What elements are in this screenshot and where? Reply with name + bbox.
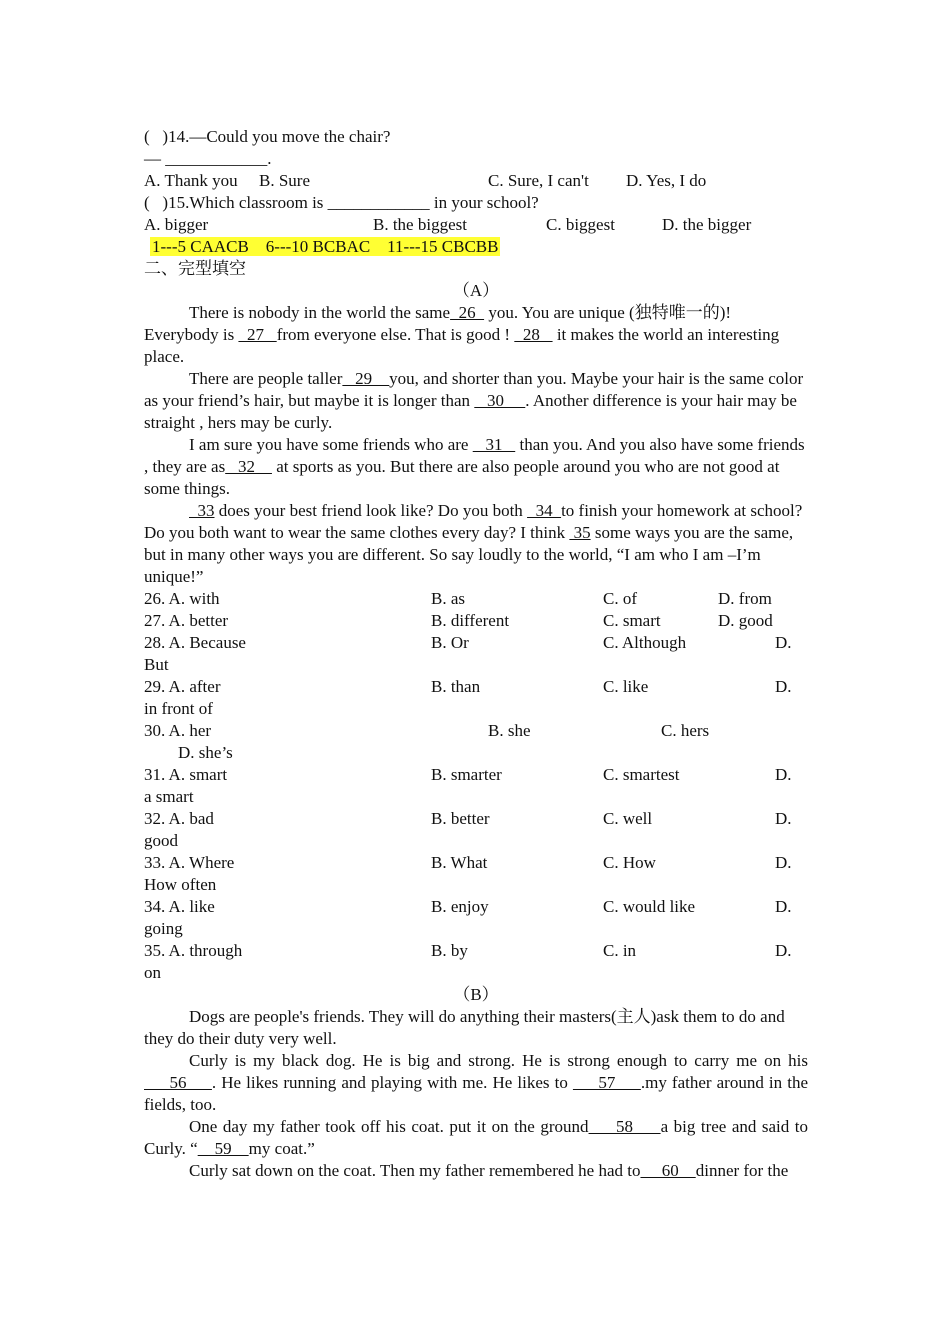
passage-b-paragraph-1	[144, 1006, 808, 1050]
option-wrap: on	[144, 963, 161, 982]
passage-a-paragraph-2	[144, 368, 808, 434]
section-title: 二、完型填空	[144, 259, 246, 278]
text: than you. And you also have some friends , they are as	[144, 435, 805, 476]
option-a: 31. A. smart	[144, 765, 228, 784]
option-row	[144, 940, 808, 962]
option-c: C. smart	[603, 611, 661, 630]
answer-key-highlight: 1---5 CAACB 6---10 BCBAC 11---15 CBCBB	[152, 237, 499, 256]
option-c: C. Sure, I can't	[488, 171, 589, 190]
text: my coat.”	[248, 1139, 315, 1158]
option-a: A. Thank you	[144, 171, 238, 190]
blank-28: 28	[514, 325, 553, 344]
option-d: D. from	[718, 589, 772, 608]
text: Curly is my black dog. He is big and strong. He is strong enough to carry me on his	[189, 1051, 808, 1070]
text: . He likes running and playing with me. He likes to	[211, 1073, 573, 1092]
option-d: D.	[775, 677, 792, 696]
blank-35: 35	[569, 523, 591, 542]
options-list	[144, 588, 808, 984]
option-d: D. good	[718, 611, 773, 630]
text: Dogs are people's friends. They will do anything their masters(主人)ask them to do and they do their duty very well.	[144, 1007, 785, 1048]
option-row	[144, 610, 808, 632]
option-a: 26. A. with	[144, 589, 220, 608]
blank-57: 57	[572, 1073, 641, 1092]
option-d: D. the bigger	[662, 215, 752, 234]
option-wrap: D. she’s	[144, 743, 233, 762]
blank-31: 31	[472, 435, 516, 454]
option-c: C. biggest	[546, 215, 615, 234]
text: does your best friend look like? Do you both	[214, 501, 528, 520]
option-b: B. as	[431, 589, 465, 608]
option-b: B. enjoy	[431, 897, 489, 916]
option-d: D.	[775, 853, 792, 872]
blank-56: 56	[144, 1073, 212, 1092]
passage-b-paragraph-3	[144, 1116, 808, 1160]
option-wrap: good	[144, 831, 178, 850]
option-row	[144, 852, 808, 874]
text: you. You are unique (独特唯一的)! Everybody is	[144, 303, 732, 344]
text: One day my father took off his coat. put it on the ground	[189, 1117, 589, 1136]
option-a: 34. A. like	[144, 897, 215, 916]
option-c: C. Although	[603, 633, 687, 652]
blank-59: 59	[197, 1139, 249, 1158]
option-c: C. hers	[661, 721, 710, 740]
option-c: C. like	[603, 677, 649, 696]
question-14-options	[144, 170, 808, 192]
option-row	[144, 720, 808, 742]
blank-60: 60	[640, 1161, 696, 1180]
blank-27: 27	[238, 325, 277, 344]
option-a: 27. A. better	[144, 611, 229, 630]
text: you, and shorter than you. Maybe your hair is the same color as your friend’s hair, but maybe it is longer than	[144, 369, 804, 410]
option-c: C. of	[603, 589, 637, 608]
option-a: 35. A. through	[144, 941, 243, 960]
text: . Another difference is your hair may be straight , hers may be curly.	[144, 391, 797, 432]
option-b: B. than	[431, 677, 481, 696]
question-15-options	[144, 214, 808, 236]
option-d: D.	[775, 897, 792, 916]
blank-33: 33	[189, 501, 215, 520]
text: at sports as you. But there are also people around you who are not good at some things.	[144, 457, 780, 498]
passage-a-paragraph-3	[144, 434, 808, 500]
passage-a-paragraph-1	[144, 302, 808, 368]
option-b: B. different	[431, 611, 510, 630]
blank-30: 30	[474, 391, 526, 410]
text: to finish your homework at school? Do you both want to wear the same clothes every day? I think	[144, 501, 803, 542]
option-row	[144, 632, 808, 654]
passage-a-paragraph-4	[144, 500, 808, 588]
option-wrap: going	[144, 919, 183, 938]
option-row	[144, 808, 808, 830]
option-b: B. by	[431, 941, 468, 960]
blank-34: 34	[527, 501, 562, 520]
option-wrap: But	[144, 655, 169, 674]
option-row	[144, 676, 808, 698]
option-b: B. smarter	[431, 765, 502, 784]
text: it makes the world an interesting place.	[144, 325, 780, 366]
answer-key-line	[144, 236, 808, 258]
option-b: B. What	[431, 853, 488, 872]
option-row	[144, 896, 808, 918]
option-d: D. Yes, I do	[626, 171, 707, 190]
document-page	[144, 126, 808, 1182]
blank-29: 29	[342, 369, 390, 388]
option-row	[144, 588, 808, 610]
option-d: D.	[775, 941, 792, 960]
passage-a-label: （A）	[452, 281, 500, 300]
text: I am sure you have some friends who are	[189, 435, 473, 454]
option-a: 30. A. her	[144, 721, 212, 740]
text: There is nobody in the world the same	[189, 303, 451, 322]
passage-b-label: （B）	[453, 985, 499, 1004]
option-b: B. the biggest	[373, 215, 467, 234]
option-c: C. How	[603, 853, 656, 872]
option-wrap: How often	[144, 875, 217, 894]
option-wrap: in front of	[144, 699, 213, 718]
option-a: 32. A. bad	[144, 809, 214, 828]
option-c: C. in	[603, 941, 637, 960]
option-b: B. she	[488, 721, 531, 740]
option-d: D.	[775, 809, 792, 828]
option-c: C. would like	[603, 897, 696, 916]
blank-32: 32	[225, 457, 272, 476]
option-b: B. Sure	[259, 171, 310, 190]
option-a: 29. A. after	[144, 677, 221, 696]
option-b: B. better	[431, 809, 490, 828]
text: a big tree and said to Curly. “	[144, 1117, 808, 1158]
passage-b-paragraph-2	[144, 1050, 808, 1116]
option-a: A. bigger	[144, 215, 209, 234]
question-15-stem: ( )15.Which classroom is ____________ in your school?	[144, 193, 539, 212]
option-d: D.	[775, 765, 792, 784]
text: from everyone else. That is good !	[276, 325, 515, 344]
text: dinner for the	[695, 1161, 789, 1180]
option-c: C. well	[603, 809, 653, 828]
blank-26: 26	[450, 303, 485, 322]
question-14-stem: ( )14.—Could you move the chair?	[144, 127, 391, 146]
text: some ways you are the same, but in many other ways you are different. So say loudly to the world, “I am who I am –I’m unique!”	[144, 523, 794, 586]
option-a: 28. A. Because	[144, 633, 246, 652]
passage-b-paragraph-4	[144, 1160, 808, 1182]
option-c: C. smartest	[603, 765, 680, 784]
option-row	[144, 764, 808, 786]
option-a: 33. A. Where	[144, 853, 235, 872]
blank-58: 58	[588, 1117, 661, 1136]
option-b: B. Or	[431, 633, 469, 652]
question-14-reply: — ____________.	[144, 149, 272, 168]
text: There are people taller	[189, 369, 343, 388]
text: Curly sat down on the coat. Then my father remembered he had to	[189, 1161, 641, 1180]
option-wrap: a smart	[144, 787, 194, 806]
option-d: D.	[775, 633, 792, 652]
text: .my father around in the fields, too.	[144, 1073, 809, 1114]
